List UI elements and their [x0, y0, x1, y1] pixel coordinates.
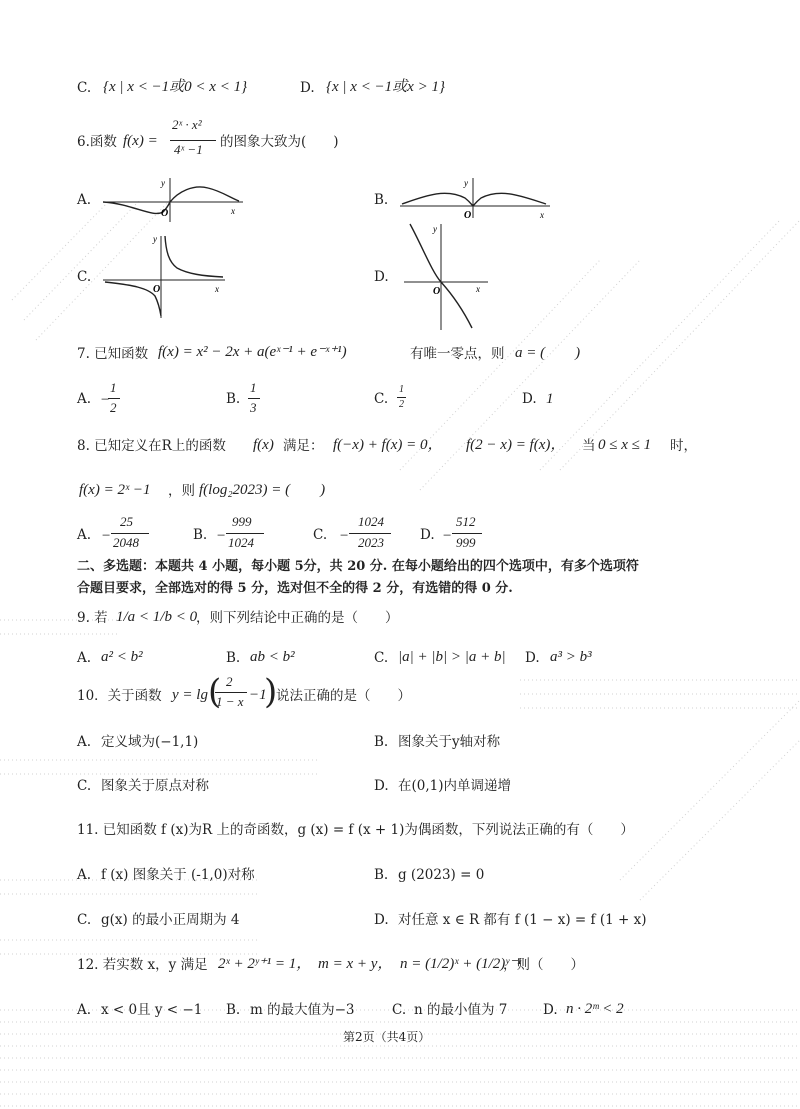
q7-option-b-den: 3 [250, 400, 257, 415]
q11-stem: 11. 已知函数 f (x)为R 上的奇函数，g (x) = f (x + 1)为偶函数，下列说法正确的有（ ） [77, 822, 634, 838]
q10-option-b-letter: B. [374, 734, 389, 750]
q9-option-b-expr: ab < b² [250, 649, 295, 665]
q8-option-c-letter: C. [313, 527, 328, 543]
q7-option-a-den: 2 [110, 400, 117, 415]
q9-option-d-expr: a³ > b³ [550, 649, 592, 665]
q8-option-a-sign: − [101, 528, 112, 544]
q8-option-a-letter: A. [77, 527, 92, 543]
q7-stem: 7. 已知函数 [77, 346, 149, 362]
q10-prefix: 10．关于函数 [77, 688, 162, 704]
q8-option-a-num: 25 [120, 514, 133, 529]
q7-option-a-num: 1 [110, 380, 117, 395]
q7-option-c-num: 1 [399, 384, 404, 395]
q10-right-paren: ) [264, 672, 278, 712]
q8-line1-b: 满足： [283, 438, 324, 454]
q9-option-c-letter: C. [374, 650, 389, 666]
q8-cond2: f(2 − x) = f(x)， [466, 437, 566, 453]
q6-option-a-letter: A. [77, 192, 92, 208]
q8-option-c-sign: − [339, 528, 350, 544]
q10-fraction-bar [215, 692, 247, 693]
q8-option-b-num: 999 [232, 514, 252, 529]
q8-line2-ask: f(log₂2023) = ( ) [199, 482, 326, 498]
q6-graph-d-x: x [476, 284, 480, 294]
q10-option-d-letter: D. [374, 778, 389, 794]
q11-option-c-letter: C. [77, 912, 92, 928]
q11-option-b-text: g (2023) = 0 [398, 867, 485, 883]
q9-cond: 1/a < 1/b < 0 [116, 609, 198, 625]
q11-option-a-text: f (x) 图象关于 (-1,0)对称 [101, 867, 255, 883]
q5-option-c-expr: {x | x < −1或0 < x < 1} [103, 79, 248, 95]
q12-prefix: 12. 若实数 x，y 满足 [77, 957, 208, 973]
q10-option-d-text: 在(0,1)内单调递增 [398, 778, 512, 794]
q7-option-d-letter: D. [522, 391, 537, 407]
q8-option-b-sign: − [216, 528, 227, 544]
q6-graph-b-origin: O [464, 210, 472, 221]
q12-option-b-letter: B. [226, 1002, 241, 1018]
q10-func-num: 2 [226, 674, 233, 689]
q11-option-c-text: g(x) 的最小正周期为 4 [101, 912, 240, 928]
q10-func-den: 1 − x [216, 694, 244, 709]
q5-option-d-expr: {x | x < −1或x > 1} [326, 79, 445, 95]
q8-cond1: f(−x) + f(x) = 0， [333, 437, 443, 453]
page-footer: 第2页（共4页） [343, 1030, 431, 1044]
q8-option-c-bar [349, 533, 391, 534]
q6-graph-a-origin: O [161, 208, 169, 219]
q11-option-d-text: 对任意 x ∈ R 都有 f (1 − x) = f (1 + x) [398, 912, 647, 928]
q8-option-a-den: 2048 [113, 535, 139, 550]
q8-option-c-num: 1024 [358, 514, 384, 529]
q8-option-d-sign: − [442, 528, 453, 544]
q10-suffix: 说法正确的是（ ） [276, 688, 411, 704]
q6-graph-c-y: y [153, 234, 157, 244]
q6-func-lhs: f(x) = [123, 133, 158, 149]
q6-graph-a-x: x [231, 206, 235, 216]
q7-option-a-bar [108, 398, 120, 399]
q8-line1-c: 当 [582, 438, 596, 454]
q9-option-a-letter: A. [77, 650, 92, 666]
q12-option-b-text: m 的最大值为−3 [250, 1002, 355, 1018]
q7-stem-suffix: 有唯一零点，则 [410, 346, 505, 362]
q8-line1-d: 时， [670, 438, 697, 454]
q8-line2-b: ，则 [168, 483, 195, 499]
q6-graph-c [103, 230, 228, 320]
q10-left-paren: ( [208, 672, 222, 712]
q10-func-b: −1 [249, 687, 267, 703]
q7-option-a-sign: − [100, 392, 111, 408]
q7-option-a-letter: A. [77, 391, 92, 407]
q10-option-c-text: 图象关于原点对称 [101, 778, 209, 794]
q12-option-a-text: x < 0且 y < −1 [101, 1002, 203, 1018]
q7-option-b-num: 1 [250, 380, 257, 395]
q11-option-b-letter: B. [374, 867, 389, 883]
q8-option-d-num: 512 [456, 514, 476, 529]
q6-graph-a [103, 174, 243, 224]
q12-option-a-letter: A. [77, 1002, 92, 1018]
q12-option-d-text: n · 2ᵐ < 2 [566, 1001, 624, 1017]
q8-line2-def: f(x) = 2ˣ −1 [79, 482, 151, 498]
q11-option-d-letter: D. [374, 912, 389, 928]
q6-graph-d-origin: O [433, 286, 441, 297]
q6-graph-d-y: y [433, 224, 437, 234]
q7-ask: a = ( ) [515, 345, 581, 361]
q6-graph-d [400, 220, 490, 332]
q12-option-c-letter: C. [392, 1002, 407, 1018]
q10-option-c-letter: C. [77, 778, 92, 794]
q12-option-c-text: n 的最小值为 7 [414, 1002, 508, 1018]
q7-option-d-value: 1 [546, 391, 554, 407]
q6-graph-b-y: y [464, 178, 468, 188]
q9-option-c-expr: |a| + |b| > |a + b| [398, 649, 506, 665]
q6-graph-b [400, 174, 550, 224]
q6-option-c-letter: C. [77, 269, 92, 285]
q9-suffix: ，则下列结论中正确的是（ ） [196, 610, 399, 626]
q6-stem-suffix: 的图象大致为( ) [220, 134, 339, 150]
q8-option-d-bar [452, 533, 482, 534]
q7-option-b-letter: B. [226, 391, 241, 407]
q7-option-b-bar [248, 398, 260, 399]
q8-option-c-den: 2023 [358, 535, 384, 550]
q8-line1-a: 8. 已知定义在R上的函数 [77, 438, 226, 454]
q5-option-c-letter: C. [77, 80, 92, 96]
q6-graph-b-x: x [540, 210, 544, 220]
q10-option-b-text: 图象关于y轴对称 [398, 734, 501, 750]
q9-option-b-letter: B. [226, 650, 241, 666]
q6-graph-c-x: x [215, 284, 219, 294]
q11-option-a-letter: A. [77, 867, 92, 883]
q8-option-b-letter: B. [193, 527, 208, 543]
q12-cond3: n = (1/2)ˣ + (1/2)ʸ⁻¹ [400, 956, 522, 972]
q7-func: f(x) = x² − 2x + a(eˣ⁻¹ + e⁻ˣ⁺¹) [158, 344, 347, 360]
q6-numerator: 2ˣ · x² [172, 117, 202, 132]
q8-line1-f: f(x) [253, 437, 274, 453]
section2-line1: 二、多选题：本题共 4 小题，每小题 5分，共 20 分. 在每小题给出的四个选项中，有多个选项符 [77, 559, 639, 574]
q12-suffix: ，则（ ） [503, 957, 584, 973]
q7-option-c-bar [397, 397, 406, 398]
q6-option-d-letter: D. [374, 269, 389, 285]
q5-option-d-letter: D. [300, 80, 315, 96]
q10-option-a-letter: A. [77, 734, 92, 750]
q7-option-c-letter: C. [374, 391, 389, 407]
q8-option-d-letter: D. [420, 527, 435, 543]
q12-cond1: 2ˣ + 2ʸ⁺¹ = 1， [218, 956, 312, 972]
q10-func-a: y = lg [172, 687, 208, 703]
q9-option-d-letter: D. [525, 650, 540, 666]
q8-option-d-den: 999 [456, 535, 476, 550]
q7-option-c-den: 2 [399, 399, 404, 410]
q12-option-d-letter: D. [543, 1002, 558, 1018]
q9-option-a-expr: a² < b² [101, 649, 143, 665]
q8-option-b-bar [226, 533, 264, 534]
q8-cond3: 0 ≤ x ≤ 1 [598, 437, 652, 453]
q6-graph-a-y: y [161, 178, 165, 188]
q6-graph-c-origin: O [153, 284, 161, 295]
section2-line2: 合题目要求，全部选对的得 5 分，选对但不全的得 2 分，有选错的得 0 分. [77, 581, 513, 596]
q9-prefix: 9. 若 [77, 610, 108, 626]
q8-option-b-den: 1024 [228, 535, 254, 550]
q6-denominator: 4ˣ −1 [174, 142, 203, 157]
q8-option-a-bar [111, 533, 149, 534]
q10-option-a-text: 定义域为(−1,1) [101, 734, 199, 750]
q6-fraction-bar [170, 140, 216, 141]
q6-stem-prefix: 6.函数 [77, 134, 117, 150]
q12-cond2: m = x + y， [318, 956, 393, 972]
q6-option-b-letter: B. [374, 192, 389, 208]
